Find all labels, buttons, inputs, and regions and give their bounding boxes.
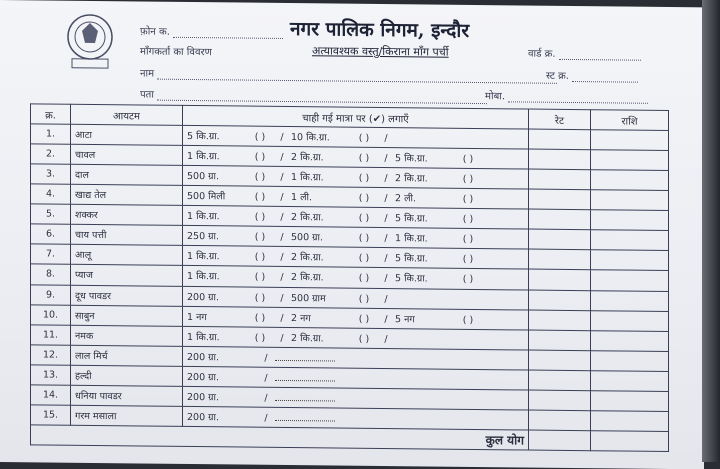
item-name: नमक — [71, 325, 183, 346]
separator: / — [384, 333, 388, 345]
tick-box[interactable]: ( ) — [358, 273, 370, 285]
applicant-details-label: माँगकर्ता का विवरण — [140, 46, 212, 59]
phone-field[interactable]: फ़ोन क. — [140, 23, 283, 38]
amount-cell[interactable] — [591, 411, 669, 432]
rate-cell[interactable] — [529, 330, 591, 351]
item-name: चावल — [71, 144, 183, 165]
separator: / — [384, 193, 388, 205]
quantity-option-label: 2 कि.ग्रा. — [291, 272, 324, 284]
tick-box[interactable]: ( ) — [358, 253, 370, 265]
separator: / — [280, 312, 284, 324]
rate-cell[interactable] — [529, 189, 591, 210]
quantity-blank[interactable] — [275, 412, 335, 422]
item-name: साबुन — [71, 305, 183, 326]
tick-box[interactable]: ( ) — [254, 292, 266, 304]
rate-cell[interactable] — [529, 390, 591, 411]
tick-box[interactable]: ( ) — [254, 332, 266, 344]
separator: / — [384, 153, 388, 165]
amount-cell[interactable] — [591, 190, 669, 211]
item-name: चाय पत्ती — [71, 225, 183, 246]
quantity-blank[interactable] — [275, 352, 335, 362]
separator: / — [384, 253, 388, 265]
rate-cell[interactable] — [529, 410, 591, 431]
quantity-option-label: 1 कि.ग्रा. — [187, 271, 220, 283]
item-name: शक्कर — [71, 204, 183, 225]
separator: / — [280, 212, 284, 224]
quantity-option-label: 1 कि.ग्रा. — [187, 151, 220, 163]
rate-cell[interactable] — [529, 249, 591, 270]
tick-box[interactable]: ( ) — [254, 252, 266, 264]
tick-box[interactable]: ( ) — [254, 232, 266, 244]
rate-cell[interactable] — [529, 169, 591, 190]
separator: / — [280, 192, 284, 204]
quantity-option-label: 200 ग्रा. — [187, 391, 219, 404]
tick-box[interactable]: ( ) — [462, 174, 474, 186]
separator: / — [384, 313, 388, 325]
quantity-option-label: 250 ग्रा. — [187, 231, 219, 243]
rate-cell[interactable] — [529, 209, 591, 230]
row-number: 12. — [31, 345, 71, 365]
tick-box[interactable]: ( ) — [358, 213, 370, 225]
col-rate-header: रेट — [529, 109, 591, 130]
quantity-option-label: 5 कि.ग्रा. — [395, 213, 428, 225]
quantity-option-label: 2 कि.ग्रा. — [395, 173, 428, 185]
quantity-blank[interactable] — [275, 392, 335, 402]
rate-cell[interactable] — [529, 129, 591, 150]
separator: / — [280, 172, 284, 184]
background-edge — [702, 0, 720, 462]
row-number: 13. — [31, 365, 71, 385]
quantity-option-label: 1 कि.ग्रा. — [187, 251, 220, 263]
total-amount-cell[interactable] — [591, 431, 669, 452]
tick-box[interactable]: ( ) — [254, 211, 266, 224]
quantity-option-label: 5 कि.ग्रा. — [187, 130, 220, 143]
separator: / — [384, 233, 388, 245]
tick-box[interactable]: ( ) — [358, 152, 370, 164]
col-no-header: क्र. — [31, 104, 71, 124]
separator: / — [384, 173, 388, 185]
quantity-option-label: 5 कि.ग्रा. — [395, 273, 428, 285]
mobile-field[interactable]: मोबा. — [485, 88, 648, 104]
quantity-option-label: 1 कि.ग्रा. — [291, 172, 324, 184]
quantity-option-label: 2 कि.ग्रा. — [291, 332, 324, 345]
tick-box[interactable]: ( ) — [462, 274, 474, 286]
amount-cell[interactable] — [591, 370, 669, 391]
separator: / — [280, 292, 284, 304]
item-name: दाल — [71, 164, 183, 185]
amount-cell[interactable] — [591, 330, 669, 351]
row-number: 9. — [31, 284, 71, 304]
separator: / — [280, 332, 284, 344]
separator: / — [384, 213, 388, 225]
quantity-option-label: 5 कि.ग्रा. — [395, 253, 428, 265]
separator: / — [264, 352, 268, 364]
quantity-option-label: 1 कि.ग्रा. — [187, 331, 220, 343]
quantity-option-label: 1 कि.ग्रा. — [395, 233, 428, 245]
separator: / — [280, 252, 284, 264]
separator: / — [280, 131, 284, 144]
tick-box[interactable]: ( ) — [254, 131, 266, 143]
separator: / — [264, 372, 268, 384]
total-label: कुल योग — [31, 425, 529, 450]
municipal-emblem-icon — [62, 11, 118, 72]
separator: / — [280, 272, 284, 284]
quantity-option-label: 500 ग्राम — [291, 292, 326, 304]
item-name: आलू — [71, 245, 183, 266]
item-name: लाल मिर्च — [71, 345, 183, 366]
tick-box[interactable]: ( ) — [254, 312, 266, 324]
quantity-option-label: 10 कि.ग्रा. — [291, 132, 330, 144]
row-number: 4. — [31, 184, 71, 204]
quantity-option-label: 2 ली. — [395, 193, 416, 205]
amount-cell[interactable] — [591, 210, 669, 231]
quantity-option-label: 2 कि.ग्रा. — [291, 212, 324, 224]
separator: / — [264, 412, 268, 424]
item-name: दूध पावडर — [71, 285, 183, 306]
tick-box[interactable]: ( ) — [358, 172, 370, 185]
row-number: 3. — [31, 164, 71, 184]
amount-cell[interactable] — [591, 290, 669, 311]
tick-box[interactable]: ( ) — [254, 151, 266, 163]
amount-cell[interactable] — [591, 310, 669, 331]
rate-cell[interactable] — [529, 310, 591, 331]
rate-cell[interactable] — [529, 370, 591, 391]
row-number: 15. — [31, 405, 71, 426]
amount-cell[interactable] — [591, 390, 669, 411]
separator: / — [384, 273, 388, 285]
tick-box[interactable]: ( ) — [462, 153, 474, 166]
quantity-option-label: 1 ली. — [291, 192, 312, 204]
item-name: आटा — [71, 124, 183, 145]
quantity-option-label: 5 कि.ग्रा. — [395, 153, 428, 165]
tick-box[interactable]: ( ) — [358, 293, 370, 305]
tick-box[interactable]: ( ) — [462, 254, 474, 266]
item-name: गरम मसाला — [71, 405, 183, 426]
total-rate-cell[interactable] — [529, 430, 591, 451]
amount-cell[interactable] — [591, 270, 669, 291]
rate-cell[interactable] — [529, 149, 591, 170]
quantity-option-label: 1 कि.ग्रा. — [187, 211, 220, 223]
separator: / — [384, 293, 388, 305]
rate-cell[interactable] — [529, 290, 591, 311]
tick-box[interactable]: ( ) — [254, 171, 266, 183]
quantity-option-label: 2 नग — [291, 312, 311, 324]
amount-cell[interactable] — [591, 150, 669, 171]
quantity-option-label: 200 ग्रा. — [187, 411, 219, 424]
quantity-option-label: 200 ग्रा. — [187, 291, 219, 303]
rate-cell[interactable] — [529, 350, 591, 371]
tick-box[interactable]: ( ) — [462, 214, 474, 226]
row-number: 6. — [31, 224, 71, 244]
quantity-option-label: 2 कि.ग्रा. — [291, 252, 324, 264]
amount-cell[interactable] — [591, 250, 669, 271]
tick-box[interactable]: ( ) — [358, 233, 370, 245]
tick-box[interactable]: ( ) — [358, 132, 370, 144]
ward-field[interactable]: वार्ड क्र. — [528, 46, 641, 61]
tick-box[interactable]: ( ) — [254, 191, 266, 203]
form-subtitle: अत्यावश्यक वस्तु/किराना माँग पर्ची — [312, 44, 449, 59]
tick-box[interactable]: ( ) — [462, 314, 474, 326]
col-amount-header: राशि — [591, 110, 669, 131]
name-field[interactable]: नाम — [140, 65, 557, 83]
quantity-option-label: 200 ग्रा. — [187, 351, 219, 364]
row-number: 1. — [31, 124, 71, 144]
row-number: 7. — [31, 244, 71, 264]
separator: / — [280, 152, 284, 164]
item-name: हल्दी — [71, 365, 183, 386]
row-number: 11. — [31, 324, 71, 344]
quantity-option-label: 2 कि.ग्रा. — [291, 152, 324, 164]
separator: / — [264, 392, 268, 404]
row-number: 10. — [31, 304, 71, 324]
address-field[interactable]: पता — [140, 86, 487, 104]
row-number: 5. — [31, 204, 71, 224]
order-table — [30, 103, 669, 452]
quantity-option-label: 500 ग्रा. — [291, 232, 323, 244]
item-name: धनिया पावडर — [71, 385, 183, 406]
quantity-blank[interactable] — [275, 372, 335, 382]
item-name: प्याज — [71, 265, 183, 286]
amount-cell[interactable] — [591, 350, 669, 371]
row-number: 14. — [31, 385, 71, 405]
quantity-option-label: 200 ग्रा. — [187, 371, 219, 384]
item-name: खाद्य तेल — [71, 184, 183, 205]
tick-box[interactable]: ( ) — [358, 192, 370, 205]
tick-box[interactable]: ( ) — [358, 333, 370, 345]
rate-cell[interactable] — [529, 269, 591, 290]
tick-box[interactable]: ( ) — [462, 194, 474, 206]
tick-box[interactable]: ( ) — [358, 313, 370, 325]
page-title: नगर पालिक निगम, इन्दौर — [290, 18, 470, 42]
amount-cell[interactable] — [591, 230, 669, 251]
separator: / — [384, 133, 388, 145]
amount-cell[interactable] — [591, 130, 669, 151]
col-qty-header: चाही गई मात्रा पर (✔) लगाएँ — [183, 105, 529, 129]
amount-cell[interactable] — [591, 170, 669, 191]
rate-cell[interactable] — [529, 229, 591, 250]
separator: / — [280, 232, 284, 244]
row-number: 8. — [31, 264, 71, 284]
quantity-option-label: 500 मिली — [187, 191, 226, 203]
slot-field[interactable]: स्ट क्र. — [546, 68, 638, 83]
col-item-header: आयटम — [71, 104, 183, 125]
quantity-option-label: 1 नग — [187, 311, 207, 323]
row-number: 2. — [31, 144, 71, 164]
quantity-option-label: 500 ग्रा. — [187, 171, 219, 183]
tick-box[interactable]: ( ) — [462, 234, 474, 246]
quantity-option-label: 5 नग — [395, 313, 415, 325]
tick-box[interactable]: ( ) — [254, 272, 266, 284]
